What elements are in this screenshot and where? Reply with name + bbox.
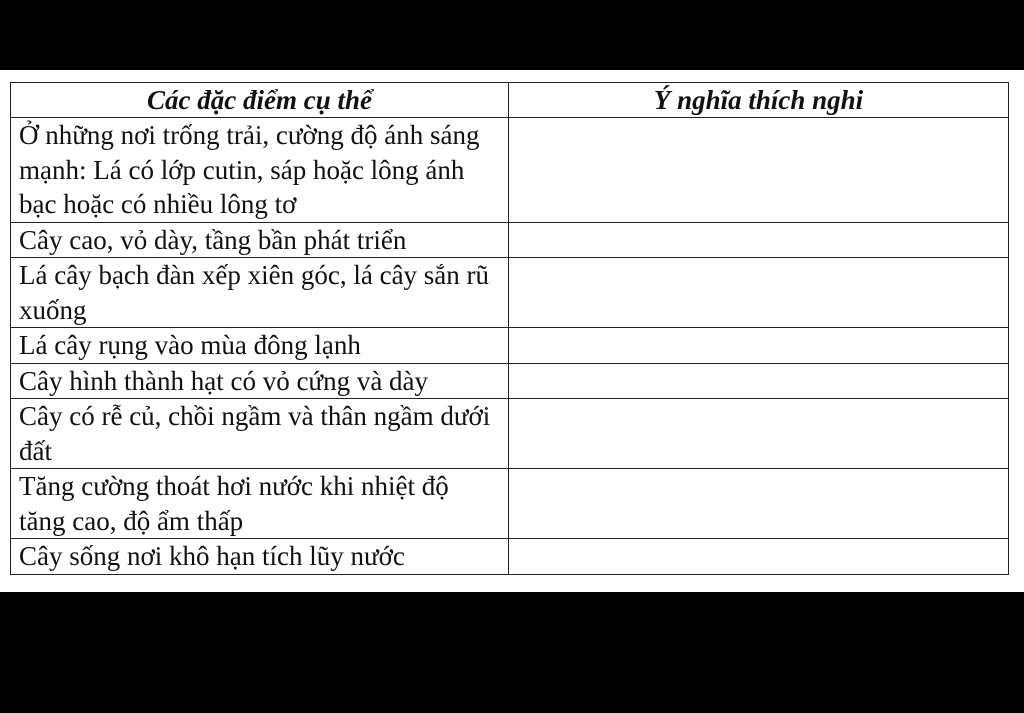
feature-cell: Lá cây rụng vào mùa đông lạnh [11, 328, 509, 364]
feature-cell: Tăng cường thoát hơi nước khi nhiệt độ tăng cao, độ ẩm thấp [11, 469, 509, 539]
meaning-cell [509, 399, 1009, 469]
adaptation-table [10, 82, 1009, 575]
meaning-cell [509, 328, 1009, 364]
feature-cell: Cây có rễ củ, chồi ngầm và thân ngầm dưới đất [11, 399, 509, 469]
feature-cell: Cây sống nơi khô hạn tích lũy nước [11, 539, 509, 575]
table-row [11, 118, 1009, 223]
table-row [11, 469, 1009, 539]
meaning-cell [509, 363, 1009, 399]
table-row [11, 222, 1009, 258]
table-row [11, 539, 1009, 575]
meaning-cell [509, 469, 1009, 539]
meaning-cell [509, 118, 1009, 223]
table-row [11, 258, 1009, 328]
document-page [0, 70, 1024, 592]
table-row [11, 399, 1009, 469]
feature-cell: Cây hình thành hạt có vỏ cứng và dày [11, 363, 509, 399]
meaning-cell [509, 222, 1009, 258]
header-meaning: Ý nghĩa thích nghi [509, 83, 1009, 118]
table-header-row [11, 83, 1009, 118]
feature-cell: Ở những nơi trống trải, cường độ ánh sáng mạnh: Lá có lớp cutin, sáp hoặc lông ánh bạc hoặc có nhiều lông tơ [11, 118, 509, 223]
header-features: Các đặc điểm cụ thể [11, 83, 509, 118]
table-row [11, 328, 1009, 364]
table-row [11, 363, 1009, 399]
feature-cell: Lá cây bạch đàn xếp xiên góc, lá cây sắn rũ xuống [11, 258, 509, 328]
feature-cell: Cây cao, vỏ dày, tầng bần phát triển [11, 222, 509, 258]
meaning-cell [509, 258, 1009, 328]
meaning-cell [509, 539, 1009, 575]
